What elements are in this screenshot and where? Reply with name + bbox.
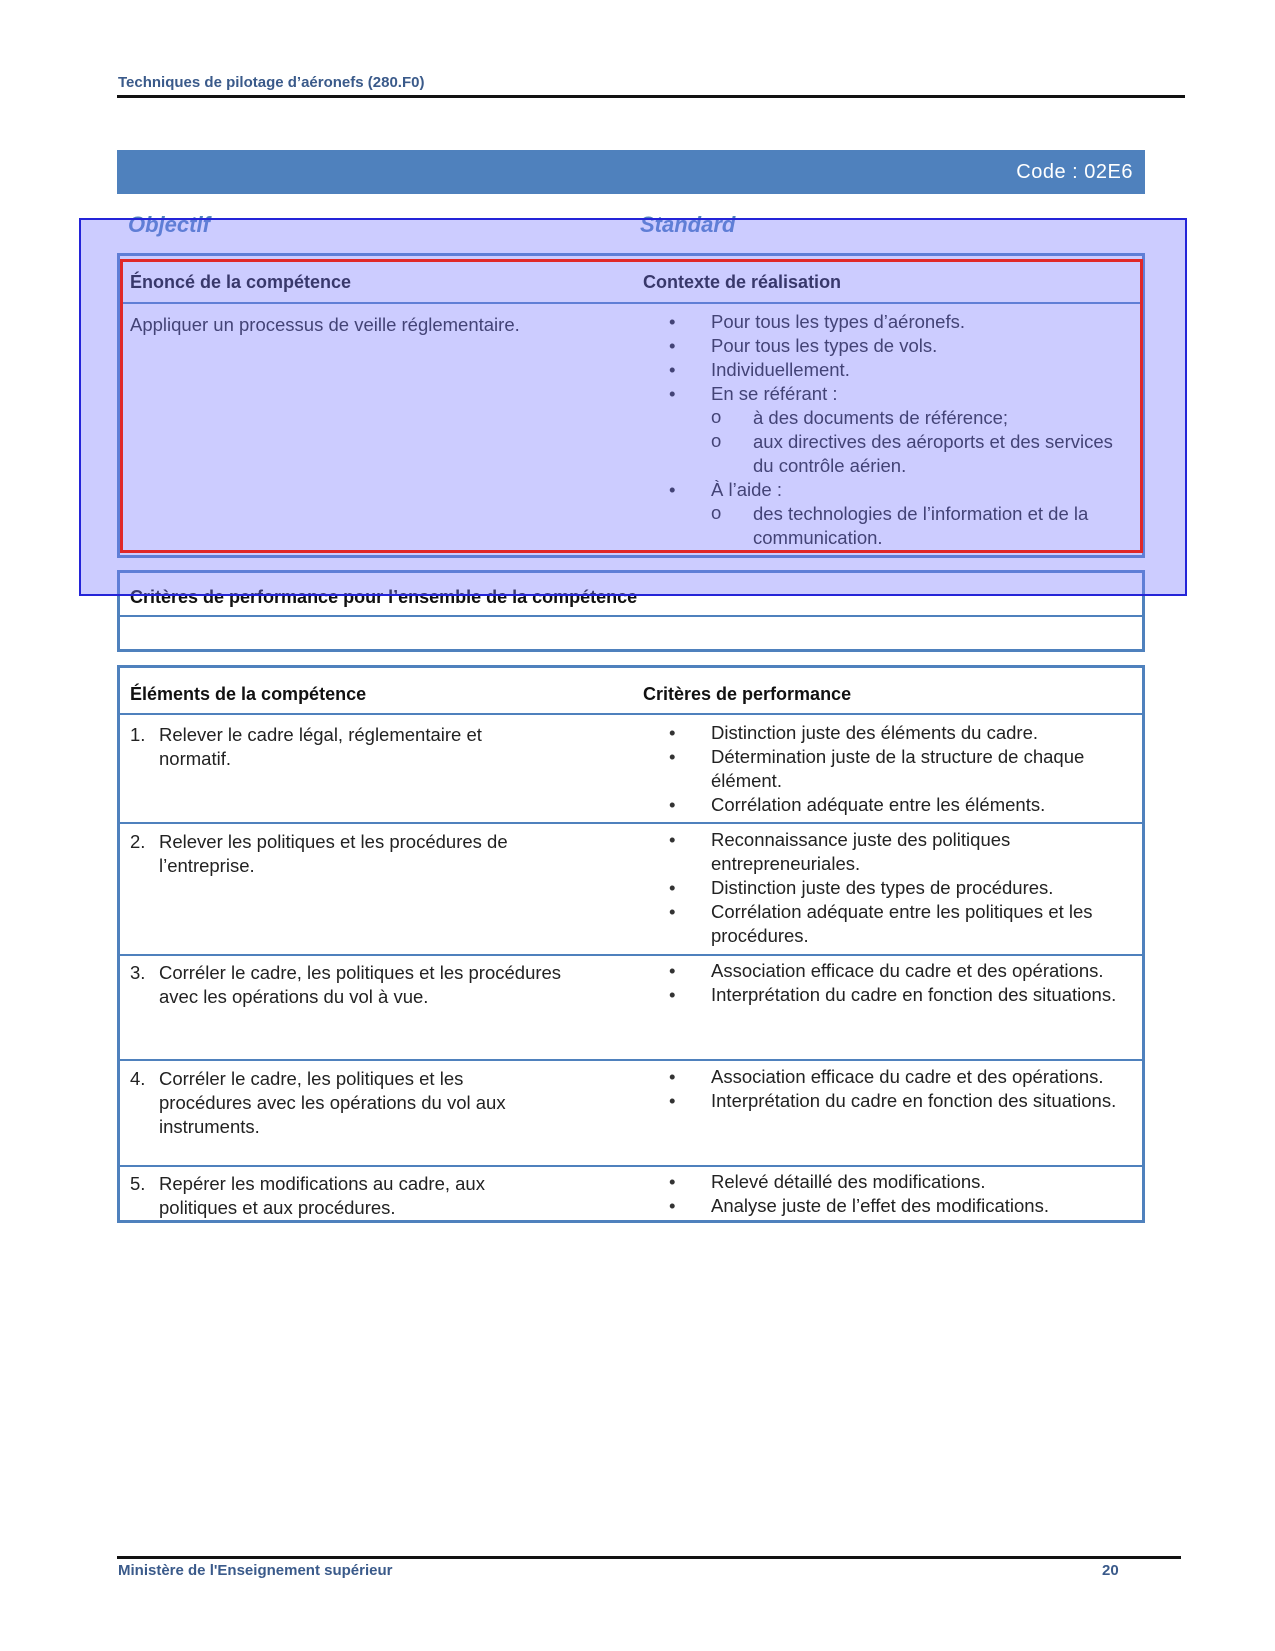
footer-divider	[117, 1556, 1181, 1559]
context-item-label: À l’aide :	[711, 479, 782, 500]
criteria-list-4	[669, 1065, 1134, 1113]
statement-column-header: Énoncé de la compétence	[130, 272, 352, 292]
criterion: • Interprétation du cadre en fonction des situations.	[669, 1089, 1134, 1113]
element-text: Repérer les modifications au cadre, aux politiques et aux procédures.	[159, 1173, 485, 1218]
standard-heading: Standard	[640, 212, 736, 237]
context-subitem: o aux directives des aéroports et des services du contrôle aérien.	[711, 430, 1134, 478]
row-divider	[120, 954, 1142, 956]
element-row-3	[130, 961, 570, 1009]
criterion: • Analyse juste de l’effet des modifications.	[669, 1194, 1134, 1218]
context-column-header: Contexte de réalisation	[643, 272, 842, 292]
element-number: 5.	[130, 1173, 146, 1194]
context-item-label: En se référant :	[711, 383, 838, 404]
context-item: • Pour tous les types d’aéronefs.	[669, 310, 1134, 334]
competency-code: Code : 02E6	[1016, 161, 1133, 183]
element-number: 2.	[130, 831, 146, 852]
element-number: 4.	[130, 1068, 146, 1089]
element-text: Relever le cadre légal, réglementaire et normatif.	[159, 724, 482, 769]
row-divider	[120, 822, 1142, 824]
context-subitem: o des technologies de l’information et de la communication.	[711, 502, 1134, 550]
elements-table	[117, 665, 1145, 1223]
element-number: 3.	[130, 962, 146, 983]
table-divider	[120, 713, 1142, 715]
criterion: • Association efficace du cadre et des opérations.	[669, 959, 1134, 983]
element-text: Corréler le cadre, les politiques et les procédures avec les opérations du vol à vue.	[159, 962, 562, 1007]
footer-ministry: Ministère de l'Enseignement supérieur	[118, 1562, 393, 1579]
element-row-5	[130, 1172, 550, 1220]
context-item: • Pour tous les types de vols.	[669, 334, 1134, 358]
competence-statement: Appliquer un processus de veille réglementaire.	[130, 314, 520, 335]
criterion: • Corrélation adéquate entre les éléments.	[669, 793, 1134, 817]
context-item: • Individuellement.	[669, 358, 1134, 382]
row-divider	[120, 1059, 1142, 1061]
document-header: Techniques de pilotage d’aéronefs (280.F0)	[118, 74, 425, 91]
criterion: • Interprétation du cadre en fonction des situations.	[669, 983, 1134, 1007]
criterion: • Relevé détaillé des modifications.	[669, 1170, 1134, 1194]
criterion: • Corrélation adéquate entre les politiques et les procédures.	[669, 900, 1134, 948]
criteria-list-3	[669, 959, 1134, 1007]
header-divider	[117, 95, 1185, 98]
elements-column-header: Éléments de la compétence	[130, 684, 367, 704]
criterion: • Association efficace du cadre et des opérations.	[669, 1065, 1134, 1089]
context-subitem: o à des documents de référence;	[711, 406, 1134, 430]
global-criteria-header: Critères de performance pour l’ensemble de la compétence	[130, 587, 638, 607]
page-number: 20	[1102, 1562, 1119, 1579]
objective-heading: Objectif	[128, 212, 210, 237]
row-divider	[120, 1165, 1142, 1167]
criteria-list-1	[669, 721, 1134, 817]
criteria-list-2	[669, 828, 1134, 948]
competency-code-bar	[117, 150, 1145, 194]
element-text: Relever les politiques et les procédures de l’entreprise.	[159, 831, 508, 876]
element-text: Corréler le cadre, les politiques et les procédures avec les opérations du vol aux instruments.	[159, 1068, 506, 1137]
element-number: 1.	[130, 724, 146, 745]
table-divider	[120, 615, 1142, 617]
criterion: • Reconnaissance juste des politiques entrepreneuriales.	[669, 828, 1134, 876]
element-row-2	[130, 830, 550, 878]
element-row-4	[130, 1067, 550, 1139]
criterion: • Distinction juste des types de procédures.	[669, 876, 1134, 900]
highlight-box	[120, 259, 1143, 553]
criteria-list-5	[669, 1170, 1134, 1218]
criterion: • Distinction juste des éléments du cadre.	[669, 721, 1134, 745]
criteria-column-header: Critères de performance	[643, 684, 852, 704]
element-row-1	[130, 723, 550, 771]
criterion: • Détermination juste de la structure de chaque élément.	[669, 745, 1134, 793]
